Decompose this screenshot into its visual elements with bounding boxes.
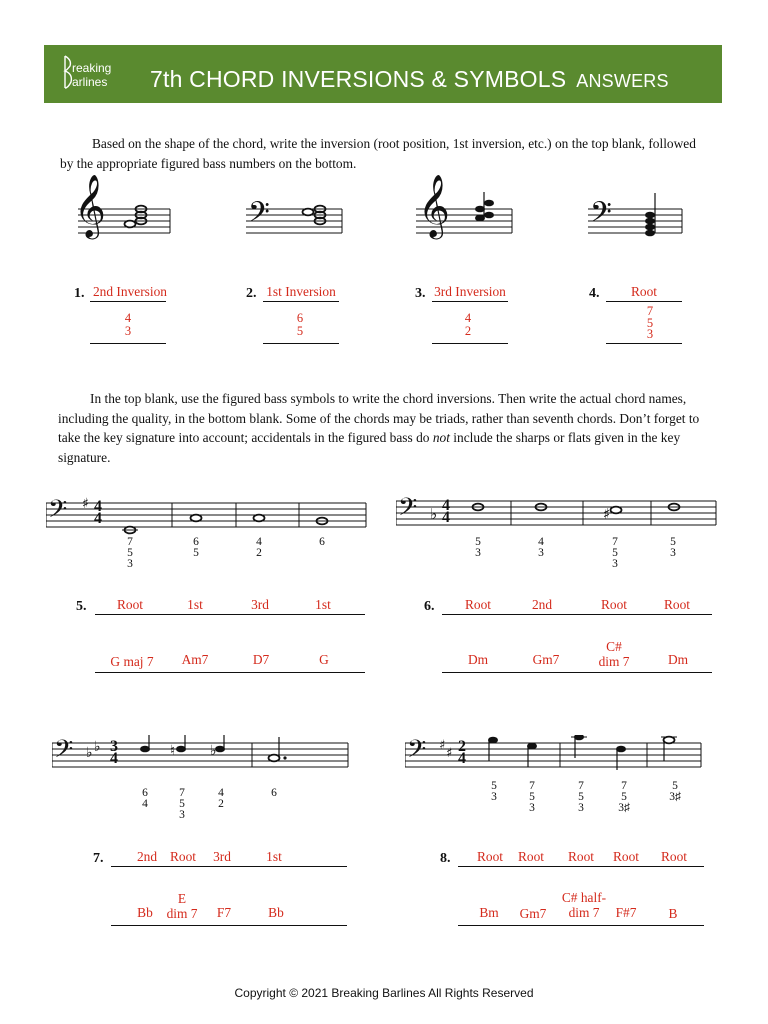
answer-blank bbox=[90, 343, 166, 344]
answer-blank bbox=[432, 343, 508, 344]
inversion-answer: Root bbox=[600, 597, 628, 612]
figured-bass: 6 4 bbox=[142, 787, 148, 810]
figured-bass: 5 3 bbox=[475, 536, 481, 559]
figured-bass: 7 5 3 bbox=[127, 536, 133, 570]
inversion-answer: Root bbox=[169, 849, 197, 864]
time-signature-top: 4 bbox=[94, 498, 102, 515]
figured-bass-answer: 7 5 3 bbox=[646, 304, 654, 341]
breaking-barlines-logo bbox=[62, 52, 132, 92]
exercise-number: 4. bbox=[589, 286, 600, 301]
time-signature-top: 2 bbox=[458, 738, 466, 755]
inversion-answer: Root bbox=[464, 597, 492, 612]
inversion-answer: 3rd Inversion bbox=[434, 284, 506, 299]
instructions-part2 bbox=[58, 389, 708, 467]
figured-bass: 7 5 3 bbox=[578, 780, 584, 814]
inversion-answer: Root bbox=[630, 284, 658, 299]
inversion-answer: Root bbox=[567, 849, 595, 864]
answer-blank bbox=[442, 672, 712, 673]
answer-blank bbox=[458, 925, 704, 926]
answer-blank bbox=[432, 301, 508, 302]
chord-name-answer: G bbox=[319, 652, 329, 667]
inversion-answer: Root bbox=[476, 849, 504, 864]
inversion-answer: Root bbox=[660, 849, 688, 864]
figured-bass: 6 bbox=[271, 787, 277, 799]
inversion-answer: 2nd Inversion bbox=[92, 284, 167, 299]
figured-bass-answer: 4 2 bbox=[464, 311, 472, 338]
inversion-answer: Root bbox=[116, 597, 144, 612]
answer-blank bbox=[442, 614, 712, 615]
exercise-number: 1. bbox=[74, 286, 85, 301]
logo-line-1: reaking bbox=[72, 61, 112, 75]
chord-name-answer: F#7 bbox=[615, 905, 637, 920]
chord-name-answer: E dim 7 bbox=[166, 891, 198, 921]
figured-bass: 4 3 bbox=[538, 536, 544, 559]
instructions-part1: Based on the shape of the chord, write the inversion (root position, 1st inversion, etc.) on the top blank, followed by the appropriate figured bass numbers on the bottom. bbox=[60, 136, 696, 171]
flat-accidental-icon: ♭ bbox=[210, 743, 217, 759]
answers-label: ANSWERS bbox=[576, 71, 669, 91]
chord-name-answer: Gm7 bbox=[519, 906, 547, 921]
inversion-answer: 1st bbox=[315, 597, 331, 612]
chord-name-answer: Dm bbox=[467, 652, 489, 667]
exercise-number: 5. bbox=[76, 599, 87, 614]
natural-accidental-icon: ♮ bbox=[170, 743, 176, 759]
exercise-number: 7. bbox=[93, 851, 104, 866]
time-signature-top: 3 bbox=[110, 738, 118, 755]
figured-bass: 6 5 bbox=[193, 536, 199, 559]
inversion-answer: 1st bbox=[266, 849, 282, 864]
chord-name-answer: Bb bbox=[268, 905, 284, 920]
inversion-answer: Root bbox=[612, 849, 640, 864]
inversion-answer: Root bbox=[517, 849, 545, 864]
inversion-answer: 1st bbox=[187, 597, 203, 612]
instructions-text: include the sharps or flats given in the key signature. bbox=[58, 430, 681, 465]
figured-bass: 5 3 bbox=[491, 780, 497, 803]
figured-bass: 7 5 3♯ bbox=[618, 780, 630, 814]
flat-key-signature-icon: ♭ bbox=[94, 739, 101, 755]
chord-name-answer: B bbox=[668, 906, 678, 921]
bass-clef-icon: 𝄢 bbox=[407, 735, 427, 770]
inversion-answer: 1st Inversion bbox=[266, 284, 336, 299]
instructions-text: In the top blank, use the figured bass symbols to write the chord inversions. Then write the actual chord names, including the quality, in the bottom blank. Some of the chords may be triads, rather than seventh chords. Don’t forget to take the key signature into account; accidentals in the figured bass do bbox=[58, 391, 700, 446]
bass-clef-icon: 𝄢 bbox=[48, 495, 68, 530]
figured-bass: 5 3♯ bbox=[669, 780, 681, 803]
chord-name-answer: C# dim 7 bbox=[598, 639, 630, 669]
chord-name-answer: D7 bbox=[252, 652, 270, 667]
chord-name-answer: F7 bbox=[216, 905, 232, 920]
sharp-accidental-icon: ♯ bbox=[603, 505, 611, 523]
chord-name-answer: Dm bbox=[667, 652, 689, 667]
sharp-key-signature-icon: ♯ bbox=[439, 738, 446, 753]
chord-name-answer: Am7 bbox=[181, 652, 209, 667]
flat-key-signature-icon: ♭ bbox=[430, 505, 438, 523]
answer-blank bbox=[458, 866, 704, 867]
answer-blank bbox=[606, 301, 682, 302]
inversion-answer: 2nd bbox=[136, 849, 158, 864]
figured-bass: 5 3 bbox=[670, 536, 676, 559]
figured-bass: 7 5 3 bbox=[529, 780, 535, 814]
answer-blank bbox=[263, 301, 339, 302]
bass-clef-icon: 𝄢 bbox=[398, 493, 418, 528]
answer-blank bbox=[606, 343, 682, 344]
chord-name-answer: C# half- dim 7 bbox=[561, 890, 607, 920]
exercise-number: 3. bbox=[415, 286, 426, 301]
figured-bass: 4 2 bbox=[218, 787, 224, 810]
figured-bass-answer: 6 5 bbox=[296, 311, 304, 338]
title-text: 7th CHORD INVERSIONS & SYMBOLS bbox=[150, 66, 567, 92]
bass-clef-icon: 𝄢 bbox=[54, 735, 74, 770]
time-signature-bottom: 4 bbox=[110, 750, 118, 767]
chord-name-answer: Gm7 bbox=[532, 652, 560, 667]
answer-blank bbox=[111, 925, 347, 926]
exercise-number: 8. bbox=[440, 851, 451, 866]
instructions-emphasis: not bbox=[432, 430, 450, 446]
time-signature-bottom: 4 bbox=[94, 510, 102, 527]
logo-line-2: arlines bbox=[72, 75, 108, 89]
copyright-footer: Copyright © 2021 Breaking Barlines All Rights Reserved bbox=[234, 986, 534, 1000]
chord-name-answer: Bb bbox=[137, 905, 153, 920]
answer-blank bbox=[111, 866, 347, 867]
exercise-number: 6. bbox=[424, 599, 435, 614]
exercise-number: 2. bbox=[246, 286, 257, 301]
inversion-answer: 3rd bbox=[251, 597, 269, 612]
answer-blank bbox=[95, 672, 365, 673]
treble-clef-icon: 𝄞 bbox=[418, 174, 450, 237]
part1-staves bbox=[70, 190, 710, 260]
answer-blank bbox=[95, 614, 365, 615]
answer-blank bbox=[263, 343, 339, 344]
figured-bass-answer: 4 3 bbox=[124, 311, 132, 338]
figured-bass: 7 5 3 bbox=[612, 536, 618, 570]
figured-bass: 4 2 bbox=[256, 536, 262, 559]
time-signature-bottom: 4 bbox=[458, 750, 466, 767]
answer-blank bbox=[90, 301, 166, 302]
time-signature-bottom: 4 bbox=[442, 509, 450, 526]
page-title bbox=[150, 66, 669, 93]
sharp-key-signature-icon: ♯ bbox=[446, 746, 453, 761]
figured-bass: 7 5 3 bbox=[179, 787, 185, 821]
treble-clef-icon: 𝄞 bbox=[74, 174, 106, 237]
figured-bass: 6 bbox=[319, 536, 325, 548]
bass-clef-icon: 𝄢 bbox=[590, 196, 612, 236]
inversion-answer: 3rd bbox=[213, 849, 231, 864]
chord-name-answer: G maj 7 bbox=[110, 654, 154, 669]
flat-key-signature-icon: ♭ bbox=[86, 745, 93, 761]
inversion-answer: Root bbox=[663, 597, 691, 612]
inversion-answer: 2nd bbox=[531, 597, 553, 612]
sharp-key-signature-icon: ♯ bbox=[82, 496, 89, 512]
bass-clef-icon: 𝄢 bbox=[248, 196, 270, 236]
time-signature-top: 4 bbox=[442, 497, 450, 514]
chord-name-answer: Bm bbox=[479, 905, 499, 920]
